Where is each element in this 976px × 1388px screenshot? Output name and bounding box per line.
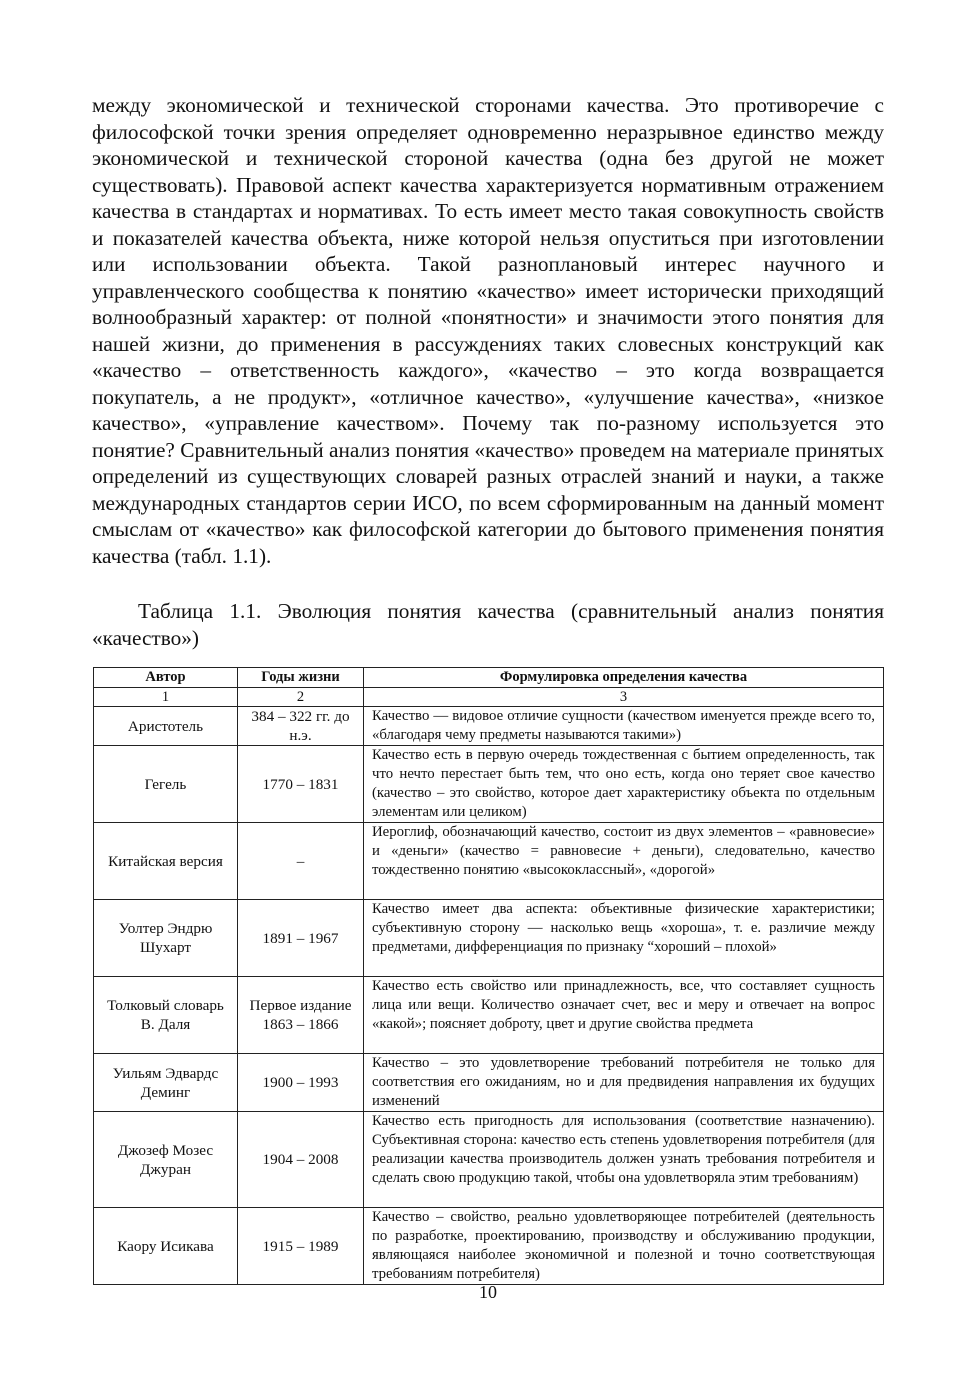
definition-cell: Качество – это удовлетворение требований потребителя не только для соответствия его ожиданиям, но и для предвидения направления их будущих изменений bbox=[364, 1054, 884, 1112]
header-author: Автор bbox=[94, 668, 238, 688]
table-row bbox=[94, 900, 884, 977]
years-cell: 1891 – 1967 bbox=[238, 900, 364, 977]
years-cell: 1770 – 1831 bbox=[238, 746, 364, 823]
years-cell: 384 – 322 гг. до н.э. bbox=[238, 707, 364, 746]
years-cell: Первое издание 1863 – 1866 bbox=[238, 977, 364, 1054]
column-number-row bbox=[94, 688, 884, 707]
column-number: 3 bbox=[364, 688, 884, 707]
author-cell: Гегель bbox=[94, 746, 238, 823]
definition-cell: Качество есть в первую очередь тождественная с бытием определенность, так что нечто перестает быть тем, что оно есть, когда оно теряет свое качество (качество – это свойство, которое дает характеристику объекта по отдельным элементам или целиком) bbox=[364, 746, 884, 823]
definition-cell: Качество имеет два аспекта: объективные физические характеристики; субъективную сторону — насколько вещь «хороша», т. е. различие между предметами, дифференциация по признаку “хороший – плохой» bbox=[364, 900, 884, 977]
years-cell: – bbox=[238, 823, 364, 900]
definition-cell: Качество – свойство, реально удовлетворяющее потребителей (деятельность по разработке, проектированию, производству и обслуживанию продукции, являющаяся наиболее экономичной и полезной и точно соответствующая требованиям потребителя) bbox=[364, 1208, 884, 1285]
author-cell: Джозеф Мозес Джуран bbox=[94, 1112, 238, 1208]
table-row bbox=[94, 746, 884, 823]
years-cell: 1904 – 2008 bbox=[238, 1112, 364, 1208]
years-cell: 1900 – 1993 bbox=[238, 1054, 364, 1112]
table-header-row bbox=[94, 668, 884, 688]
table-row bbox=[94, 1112, 884, 1208]
body-paragraph: между экономической и технической сторонами качества. Это противоречие с философской точки зрения определяет одновременно неразрывное единство между экономической и технической стороной качества (одна без другой не может существовать). Правовой аспект качества характеризуется нормативным отражением качества в стандартах и нормативах. То есть имеет место такая совокупность свойств и показателей качества объекта, ниже которой нельзя опуститься при изготовлении или использовании объекта. Такой разноплановый интерес научного и управленческого сообщества к понятию «качество» имеет исторически приходящий волнообразный характер: от полной «понятности» и значимости этого понятия для нашей жизни, до применения в рассуждениях таких словесных конструкций как «качество – ответственность каждого», «качество – это когда возвращается покупатель, а не продукт», «отличное качество», «улучшение качества», «низкое качество», «управление качеством». Почему так по-разному используется это понятие? Сравнительный анализ понятия «качество» проведем на материале принятых определений из существующих словарей разных отраслей знаний и науки, а также международных стандартов серии ИСО, по всем сформированным на данный момент смыслам от «качество» как философской категории до бытового применения понятия качества (табл. 1.1). bbox=[92, 93, 884, 568]
header-definition: Формулировка определения качества bbox=[364, 668, 884, 688]
table-row bbox=[94, 977, 884, 1054]
author-cell: Аристотель bbox=[94, 707, 238, 746]
table-row bbox=[94, 823, 884, 900]
table-row bbox=[94, 1054, 884, 1112]
table-row bbox=[94, 707, 884, 746]
table-row bbox=[94, 1208, 884, 1285]
years-cell: 1915 – 1989 bbox=[238, 1208, 364, 1285]
author-cell: Уильям Эдвардс Деминг bbox=[94, 1054, 238, 1112]
quality-definitions-table bbox=[93, 667, 884, 1285]
author-cell: Толковый словарь В. Даля bbox=[94, 977, 238, 1054]
author-cell: Уолтер Эндрю Шухарт bbox=[94, 900, 238, 977]
definition-cell: Иероглиф, обозначающий качество, состоит из двух элементов – «равновесие» и «деньги» (качество = равновесие + деньги), следовательно, качество тождественно понятию «высококлассный», «дорогой» bbox=[364, 823, 884, 900]
author-cell: Китайская версия bbox=[94, 823, 238, 900]
header-years: Годы жизни bbox=[238, 668, 364, 688]
definition-cell: Качество есть свойство или принадлежность, все, что составляет сущность лица или вещи. Количество означает счет, вес и меру и отвечает на вопрос «какой»; поясняет доброту, цвет и другие свойства предмета bbox=[364, 977, 884, 1054]
definition-cell: Качество есть пригодность для использования (соответствие назначению). Субъективная сторона: качество есть степень удовлетворения потребителя (для реализации качества производитель должен узнать требования потребителя и сделать свою продукцию такой, чтобы она удовлетворяла этим требованиям) bbox=[364, 1112, 884, 1208]
author-cell: Каору Исикава bbox=[94, 1208, 238, 1285]
column-number: 1 bbox=[94, 688, 238, 707]
definition-cell: Качество — видовое отличие сущности (качеством именуется прежде всего то, «благодаря чему предметы называются такими») bbox=[364, 707, 884, 746]
page-number: 10 bbox=[479, 1282, 497, 1302]
column-number: 2 bbox=[238, 688, 364, 707]
table-caption: Таблица 1.1. Эволюция понятия качества (сравнительный анализ понятия «качество») bbox=[92, 599, 884, 650]
